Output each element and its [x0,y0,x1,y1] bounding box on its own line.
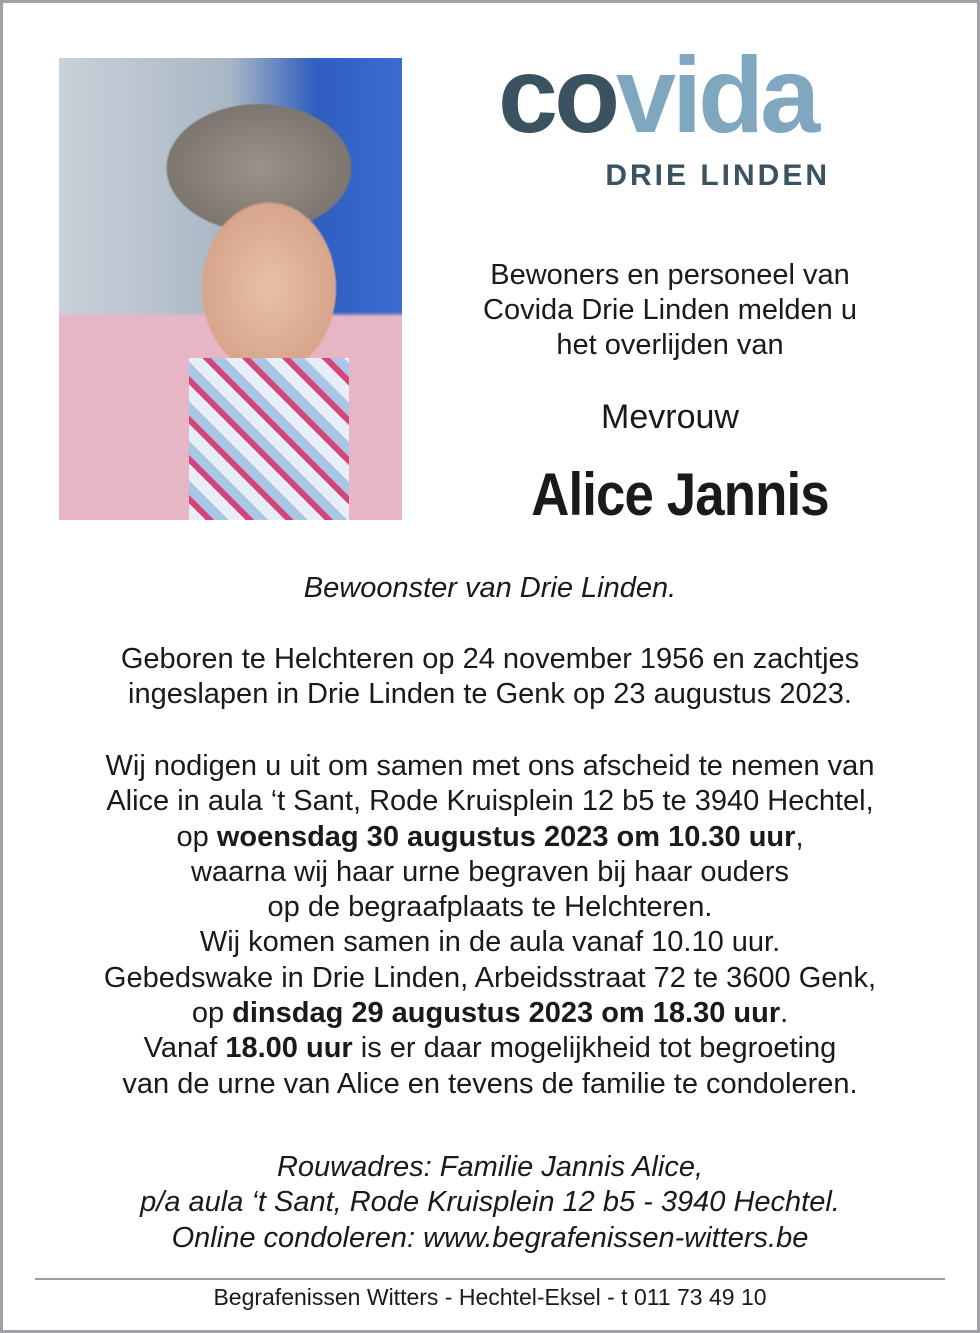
ceremony-line: op de begraafplaats te Helchteren. [267,891,713,924]
condolence-link[interactable]: Online condoleren: www.begrafenissen-witters.be [171,1221,809,1254]
text: , [795,820,804,853]
logo-subtitle: DRIE LINDEN [605,159,830,192]
birth-line: Geboren te Helchteren op 24 november 1956 en zachtjes [120,643,860,675]
ceremony-datetime: woensdag 30 augustus 2023 om 10.30 uur [216,820,796,853]
ceremony-line: Alice in aula ‘t Sant, Rode Kruisplein 12 b5 te 3940 Hechtel, [106,785,874,818]
ceremony-line: Wij nodigen u uit om samen met ons afscheid te nemen van [105,750,875,782]
text: is er daar mogelijkheid tot begroeting [352,1032,837,1065]
text: Vanaf [143,1032,226,1065]
intro-line: Covida Drie Linden melden u [483,294,857,326]
address-line: p/a aula ‘t Sant, Rode Kruisplein 12 b5 - 3940 Hechtel. [140,1186,840,1219]
honorific: Mevrouw [601,398,739,436]
covida-logo [498,34,838,195]
logo-word-light: vida [616,34,817,155]
logo-word-dark: co [498,34,617,155]
ceremony-line: Gebedswake in Drie Linden, Arbeidsstraat 72 te 3600 Genk, [103,961,877,994]
footer-text: Begrafenissen Witters - Hechtel-Eksel - t 011 73 49 10 [213,1284,767,1310]
birth-text [30,642,950,713]
portrait-photo [59,58,402,520]
deceased-name: Alice Jannis [531,461,829,528]
intro-line: het overlijden van [556,329,784,361]
wake-datetime: dinsdag 29 augustus 2023 om 18.30 uur [232,997,781,1030]
intro-line: Bewoners en personeel van [490,259,850,291]
text: op [191,997,233,1030]
text: . [780,997,789,1030]
intro-text [440,258,900,363]
birth-line: ingeslapen in Drie Linden te Genk op 23 augustus 2023. [128,678,852,711]
photo-detail [189,358,349,520]
ceremony-line [30,820,950,855]
ceremony-line: waarna wij haar urne begraven bij haar ouders [190,855,790,888]
tagline: Bewoonster van Drie Linden. [303,572,677,604]
ceremony-line: Wij komen samen in de aula vanaf 10.10 uur. [199,926,781,959]
ceremony-line: van de urne van Alice en tevens de familie te condoleren. [122,1067,858,1100]
address-block [30,1150,950,1256]
greeting-time: 18.00 uur [225,1032,353,1065]
ceremony-text [30,749,950,1102]
text: op [176,820,217,853]
ceremony-line [30,1031,950,1066]
address-line: Rouwadres: Familie Jannis Alice, [276,1151,704,1183]
footer-divider [35,1278,945,1280]
ceremony-line [30,996,950,1031]
